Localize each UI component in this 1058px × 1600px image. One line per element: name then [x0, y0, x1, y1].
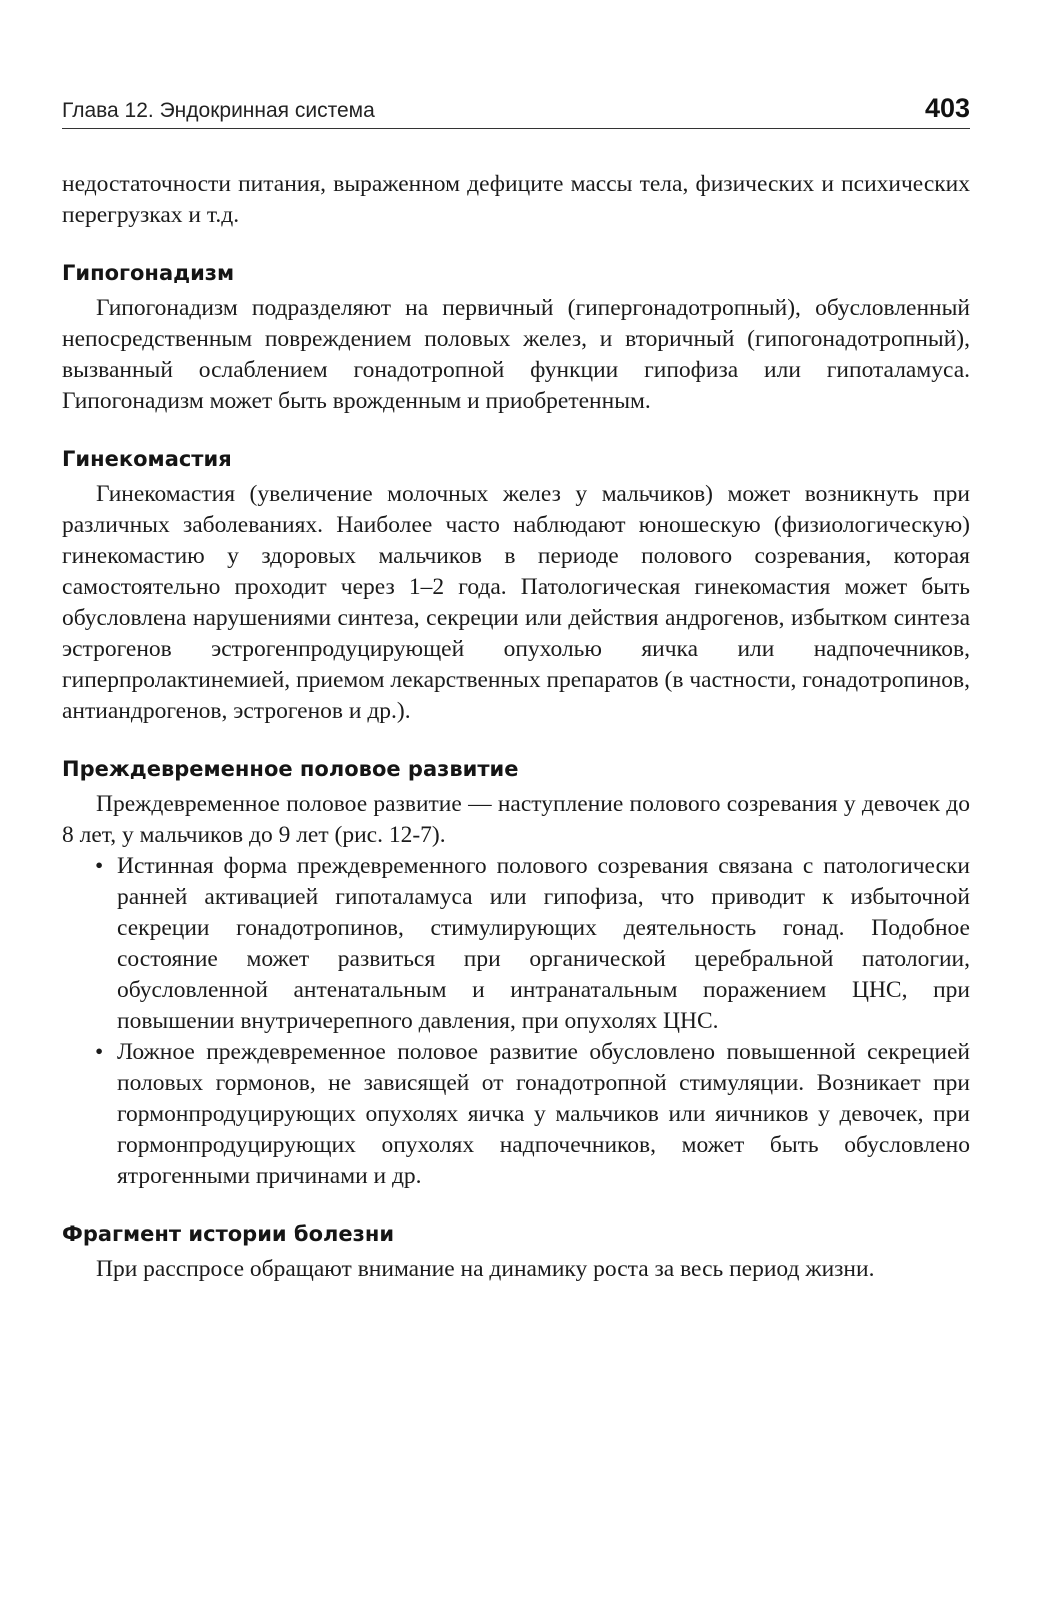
section-paragraph: Преждевременное половое развитие — наступление полового созревания у девочек до 8 лет, у мальчиков до 9 лет (рис. 12-7). — [62, 791, 970, 848]
section-precocious-puberty — [62, 755, 970, 1192]
book-page — [62, 88, 970, 1285]
page-number: 403 — [924, 93, 970, 123]
section-paragraph: При расспросе обращают внимание на динамику роста за весь период жизни. — [96, 1256, 875, 1282]
list-item-text: Истинная форма преждевременного полового созревания связана с патологически ранней активацией гипоталамуса или гипофиза, что приводит к избыточной секреции гонадотропинов, стимулирующих деятельность гонад. Подобное состояние может развиться при органической церебральной патологии, обусловленной антенатальным и интранатальным поражением ЦНС, при повышении внутричерепного давления, при опухолях ЦНС. — [117, 853, 970, 1034]
section-heading: Гинекомастия — [62, 447, 232, 471]
running-header — [62, 88, 970, 129]
section-gynecomastia — [62, 445, 970, 727]
section-heading: Преждевременное половое развитие — [62, 757, 519, 781]
continuation-paragraph: недостаточности питания, выраженном дефиците массы тела, физических и психических перегрузках и т.д. — [62, 171, 970, 228]
section-case-history — [62, 1220, 970, 1285]
list-item — [95, 851, 970, 1037]
section-paragraph: Гипогонадизм подразделяют на первичный (гипергонадотропный), обусловленный непосредственным повреждением половых желез, и вторичный (гипогонадотропный), вызванный ослаблением гонадотропной функции гипофиза или гипоталамуса. Гипогонадизм может быть врожденным и приобретенным. — [62, 295, 970, 414]
section-hypogonadism — [62, 259, 970, 417]
bullet-icon: • — [95, 1039, 104, 1065]
list-item — [95, 1037, 970, 1192]
chapter-title: Глава 12. Эндокринная система — [62, 99, 375, 122]
section-paragraph: Гинекомастия (увеличение молочных желез у мальчиков) может возникнуть при различных заболеваниях. Наиболее часто наблюдают юношескую (физиологическую) гинекомастию у здоровых мальчиков в периоде полового созревания, которая самостоятельно проходит через 1–2 года. Патологическая гинекомастия может быть обусловлена нарушениями синтеза, секреции или действия андрогенов, избытком синтеза эстрогенов эстрогенпродуцирующей опухолью яичка или надпочечников, гиперпролактинемией, приемом лекарственных препаратов (в частности, гонадотропинов, антиандрогенов, эстрогенов и др.). — [62, 481, 970, 724]
bullet-list — [62, 851, 970, 1192]
section-heading: Фрагмент истории болезни — [62, 1222, 395, 1246]
section-heading: Гипогонадизм — [62, 261, 235, 285]
bullet-icon: • — [95, 853, 104, 879]
list-item-text: Ложное преждевременное половое развитие обусловлено повышенной секрецией половых гормонов, не зависящей от гонадотропной стимуляции. Возникает при гормонпродуцирующих опухолях яичка у мальчиков или яичников у девочек, при гормонпродуцирующих опухолях надпочечников, может быть обусловлено ятрогенными причинами и др. — [117, 1039, 970, 1189]
